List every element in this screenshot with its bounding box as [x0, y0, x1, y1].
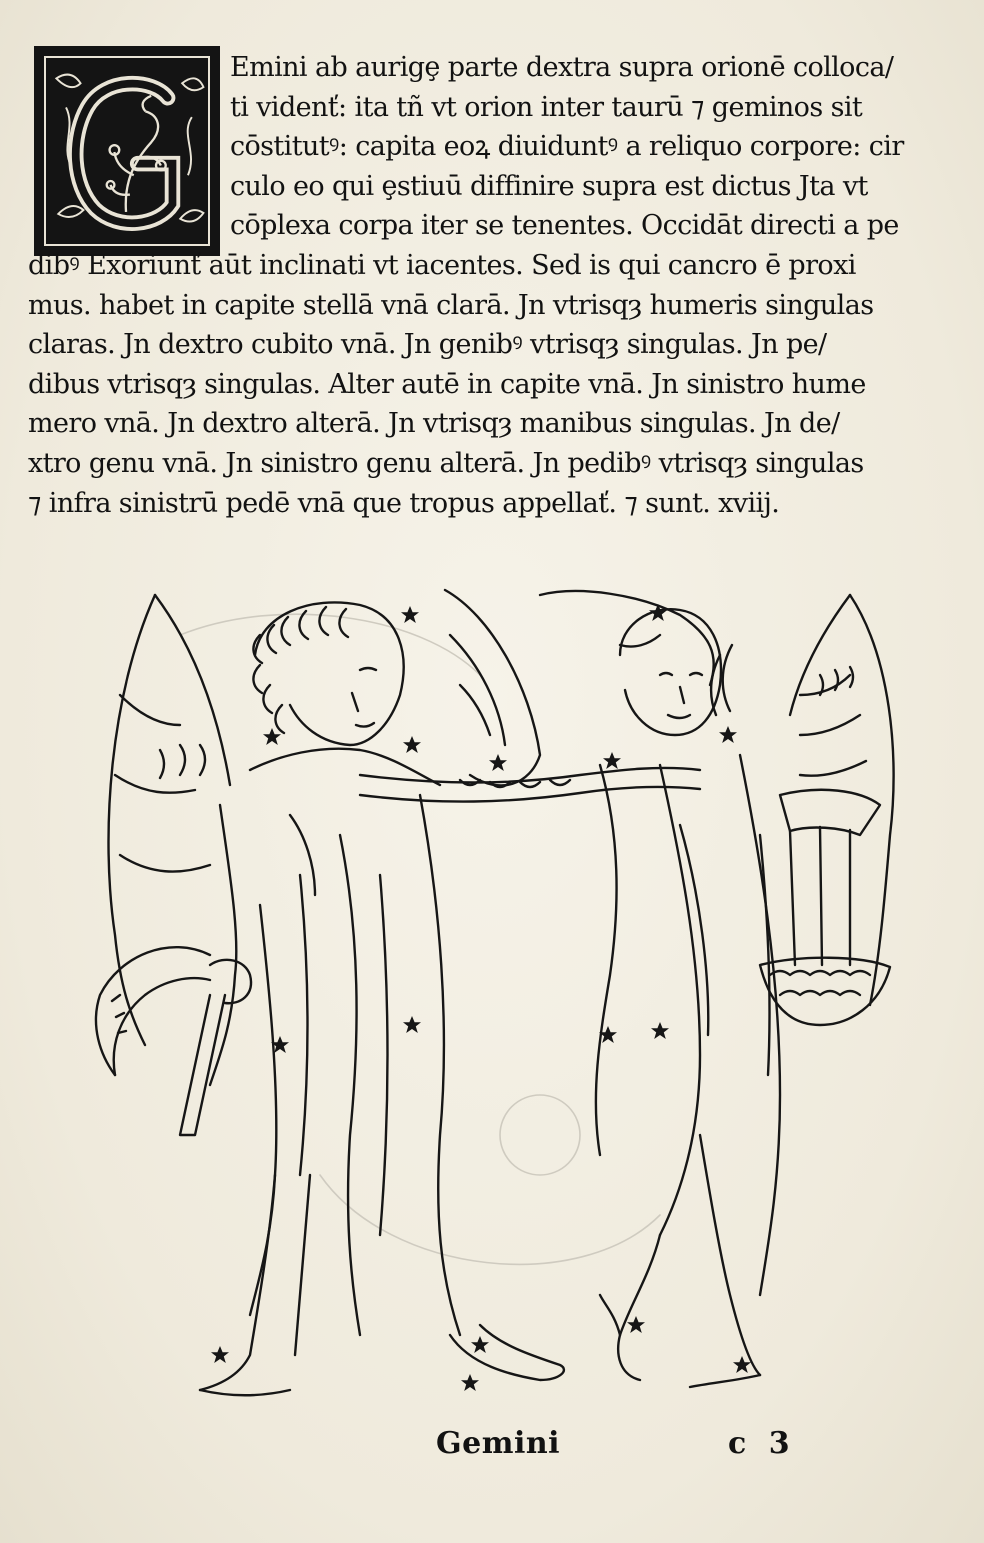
- text-line: dibus vtrisqȝ singulas. Alter autē in capite vnā. Jn sinistro hume: [28, 368, 866, 400]
- text-line: cōplexa corpa iter se tenentes. Occidāt directi a pe: [230, 210, 899, 242]
- text-line: cōstitutꝰ: capita eoꝝ diuiduntꝰ a reliquo corpore: cir: [230, 131, 904, 163]
- text-line: ⁊ infra sinistrū pedē vnā que tropus appellať. ⁊ sunt. xviij.: [28, 487, 780, 519]
- text-line: mus. habet in capite stellā vnā clarā. Jn vtrisqȝ humeris singulas: [28, 289, 874, 321]
- text-line: Emini ab aurigȩ parte dextra supra orionē colloca/: [230, 52, 894, 83]
- text-line: mero vnā. Jn dextro alterā. Jn vtrisqȝ manibus singulas. Jn de/: [28, 408, 840, 440]
- signature-mark: c 3: [728, 1426, 796, 1461]
- text-line: claras. Jn dextro cubito vnā. Jn genibꝰ vtrisqȝ singulas. Jn pe/: [28, 329, 827, 361]
- text-line: xtro genu vnā. Jn sinistro genu alterā. Jn pedibꝰ vtrisqȝ singulas: [28, 447, 864, 479]
- main-text: [28, 48, 938, 523]
- text-line: ti videnť: ita tñ vt orion inter taurū ⁊ geminos sit: [230, 91, 863, 123]
- gemini-woodcut-illustration: [60, 575, 930, 1415]
- text-line: culo eo qui ȩstiuū diffinire supra est dictus Jta vt: [230, 170, 868, 202]
- text-line: dibꝰ Exoriunť aūt inclinati vt iacentes. Sed is qui cancro ē proxi: [28, 249, 856, 281]
- figure-caption: Gemini: [436, 1426, 561, 1461]
